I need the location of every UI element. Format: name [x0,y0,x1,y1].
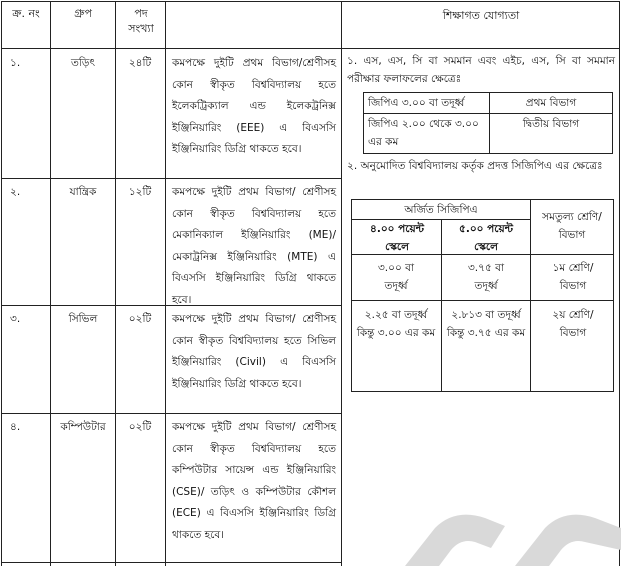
row-2-group: যান্ত্রিক [69,186,97,198]
gpa-row-1-range: জিপিএ ৩.০০ বা তদূর্ধ্ব [368,97,465,109]
col-divider-desc [341,1,342,566]
row-divider-1 [1,178,341,179]
row-1-serial: ১. [10,57,21,69]
row-3-group: সিভিল [68,313,98,325]
row-2-posts: ১২টি [128,186,152,198]
header-posts: পদ সংখ্যা [128,7,154,35]
cgpa-row-2-class: ২য় শ্রেণি/বিভাগ [552,309,594,339]
cgpa-table [351,199,614,392]
cgpa-row-1-scale5: ৩.৭৫ বা তদূর্ধ্ব [467,262,505,292]
col-divider-group [115,1,116,566]
gpa-row-1-division: প্রথম বিভাগ [525,97,577,109]
cgpa-header-scale4: ৪.০০ পয়েন্ট স্কেলে [370,223,424,253]
table-border-left [1,1,2,566]
gpa-row-2-range: জিপিএ ২.০০ থেকে ৩.০০ এর কম [368,118,479,148]
cgpa-header-scale5: ৫.০০ পয়েন্ট স্কেলে [459,223,513,253]
table-border-right [619,1,620,566]
cgpa-row-1-class: ১ম শ্রেণি/বিভাগ [552,262,594,292]
row-3-serial: ৩. [10,313,21,325]
row-1-description: কমপক্ষে দুইটি প্রথম বিভাগ/শ্রেণীসহ কোন স্বীকৃত বিশ্ববিদ্যালয় হতে ইলেকট্রিক্যাল এন্ড ইলেকট্রনিক্স ইঞ্জিনিয়ারিং (EEE) এ বিএসসি ইঞ্জিনিয়ারিং ডিগ্রি থাকতে হবে। [172,57,336,156]
row-4-group: কম্পিউটার [60,421,106,433]
cgpa-header-obtained: অর্জিত সিজিপিএ [404,204,478,216]
cgpa-row-2-scale5: ২.৮১৩ বা তদূর্ধ্ব কিন্তু ৩.৭৫ এর কম [446,309,526,339]
table-border-top [1,1,620,2]
ssc-hsc-note: ১. এস, এস, সি বা সমমান এবং এইচ, এস, সি বা সমমান পরীক্ষার ফলাফলের ক্ষেত্রেঃ [347,55,615,85]
row-2-serial: ২. [10,186,21,198]
gpa-table [363,92,613,154]
col-divider-posts [165,1,166,566]
row-1-posts: ২৪টি [128,57,152,69]
row-1-group: তড়িৎ [71,57,95,69]
header-divider [1,48,620,49]
header-group: গ্রুপ [74,7,92,20]
cgpa-header-equivalent: সমতুল্য শ্রেণি/বিভাগ [542,211,602,241]
row-4-description: কমপক্ষে দুইটি প্রথম বিভাগ/ শ্রেণীসহ কোন স্বীকৃত বিশ্ববিদ্যালয় হতে কম্পিউটার সায়েন্স এন্ড ইঞ্জিনিয়ারিং (CSE)/ তড়িৎ ও কম্পিউটার কৌশল (ECE) এ বিএসসি ইঞ্জিনিয়ারিং ডিগ্রি থাকতে হবে। [172,421,336,541]
row-divider-4 [1,562,341,563]
row-4-posts: ০২টি [128,421,152,433]
row-3-posts: ০২টি [128,313,152,325]
row-2-description: কমপক্ষে দুইটি প্রথম বিভাগ/ শ্রেণীসহ কোন স্বীকৃত বিশ্ববিদ্যালয় হতে মেকানিক্যাল ইঞ্জিনিয়ারিং (ME)/ মেকাট্রনিক্স ইঞ্জিনিয়ারিং (MTE) এ বিএসসি ইঞ্জিনিয়ারিং ডিগ্রি থাকতে হবে। [172,186,336,306]
gpa-row-2-division: দ্বিতীয় বিভাগ [522,118,580,130]
header-serial: ক্র. নং [12,7,40,20]
cgpa-row-2-scale4: ২.২৫ বা তদূর্ধ্ব কিন্তু ৩.০০ এর কম [356,309,436,339]
row-3-description: কমপক্ষে দুইটি প্রথম বিভাগ/ শ্রেণীসহ কোন স্বীকৃত বিশ্ববিদ্যালয় হতে সিভিল ইঞ্জিনিয়ারিং (Civil) এ বিএসসি ইঞ্জিনিয়ারিং ডিগ্রি থাকতে হবে। [172,313,336,390]
watermark-graphic [395,508,621,566]
row-4-serial: ৪. [10,421,21,433]
cgpa-note: ২. অনুমোদিত বিশ্ববিদ্যালয় কর্তৃক প্রদত্ত সিজিপিএ এর ক্ষেত্রেঃ [347,160,603,172]
cgpa-row-1-scale4: ৩.০০ বা তদূর্ধ্ব [377,262,415,292]
col-divider-serial [50,1,51,566]
header-qualification: শিক্ষাগত যোগ্যতা [442,9,520,22]
row-divider-3 [1,413,341,414]
